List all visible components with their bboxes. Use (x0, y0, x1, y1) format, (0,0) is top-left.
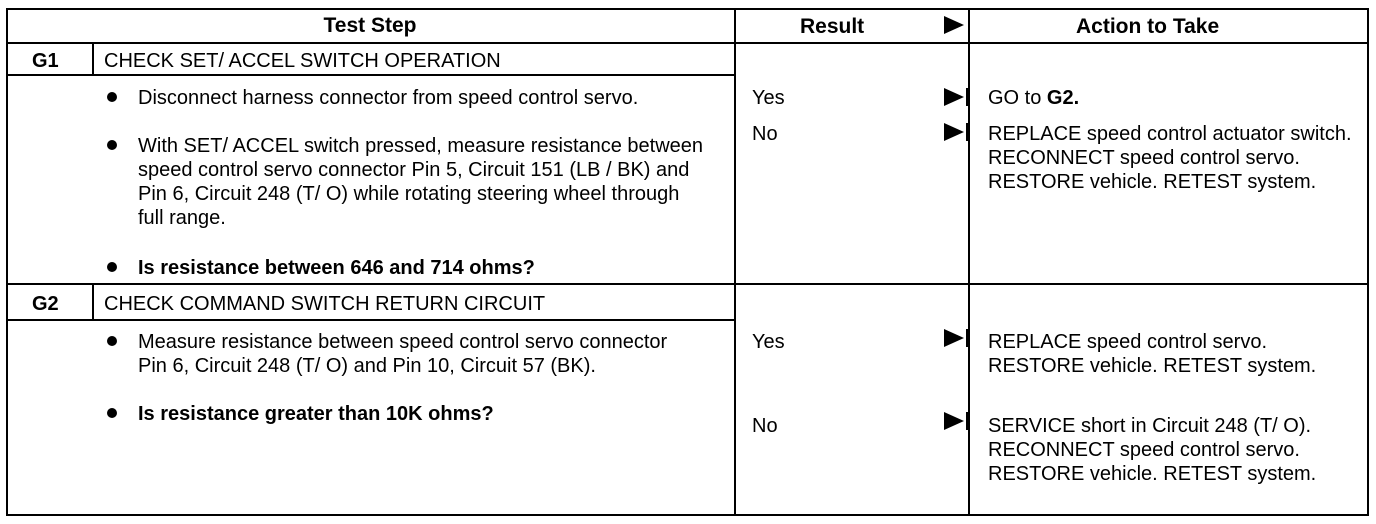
header-test-step: Test Step (323, 14, 417, 37)
step-title-g1: CHECK SET/ ACCEL SWITCH OPERATION (104, 50, 501, 72)
result-arrow-icon (944, 412, 964, 430)
g1-action-no: REPLACE speed control actuator switch. RECONNECT speed control servo. RESTORE vehicle. RETEST system. (988, 123, 1352, 193)
g2-action-yes: REPLACE speed control servo. RESTORE vehicle. RETEST system. (988, 331, 1317, 377)
g1-bullet-1: Disconnect harness connector from speed control servo. (138, 87, 639, 109)
step-id-g1: G1 (32, 50, 59, 72)
id-col-rule-g2 (92, 283, 94, 321)
bullet-icon (107, 336, 117, 346)
id-col-rule-g1 (92, 42, 94, 76)
bullet-icon (107, 140, 117, 150)
g1-result-yes: Yes (752, 87, 785, 109)
action-bar-icon (966, 329, 969, 347)
bullet-icon (107, 92, 117, 102)
g2-result-yes: Yes (752, 331, 785, 353)
header-rule (6, 42, 1369, 44)
result-col-rule (734, 8, 736, 516)
g2-result-no: No (752, 415, 778, 437)
action-bar-icon (966, 88, 969, 106)
g1-bullet-2: With SET/ ACCEL switch pressed, measure resistance between speed control servo connector Pin 5, Circuit 151 (LB / BK) and Pin 6, Circuit 248 (T/ O) while rotating steering wheel through full range. (138, 135, 704, 229)
result-arrow-icon (944, 329, 964, 347)
action-col-rule (968, 8, 970, 516)
g1-bottom-rule (6, 283, 1369, 285)
g1-action-yes-prefix: GO to (988, 87, 1047, 109)
result-arrow-icon (944, 88, 964, 106)
g2-bullet-1: Measure resistance between speed control servo connector Pin 6, Circuit 248 (T/ O) and Pin 10, Circuit 57 (BK). (138, 331, 668, 377)
g2-title-rule (6, 319, 736, 321)
result-arrow-icon (944, 123, 964, 141)
g1-result-no: No (752, 123, 778, 145)
g2-action-no: SERVICE short in Circuit 248 (T/ O). RECONNECT speed control servo. RESTORE vehicle. RETEST system. (988, 415, 1317, 485)
header-arrow-icon (944, 16, 964, 34)
g1-action-yes (988, 86, 1079, 110)
action-bar-icon (966, 412, 969, 430)
step-id-g2: G2 (32, 293, 59, 315)
bullet-icon (107, 262, 117, 272)
g1-action-yes-step-link: G2. (1046, 87, 1080, 109)
header-action: Action to Take (1076, 15, 1220, 38)
step-title-g2: CHECK COMMAND SWITCH RETURN CIRCUIT (104, 293, 546, 315)
bullet-icon (107, 408, 117, 418)
g2-bullet-2: Is resistance greater than 10K ohms? (138, 403, 494, 425)
header-result: Result (800, 15, 865, 38)
g1-bullet-3: Is resistance between 646 and 714 ohms? (138, 257, 535, 279)
g1-title-rule (6, 74, 736, 76)
action-bar-icon (966, 123, 969, 141)
